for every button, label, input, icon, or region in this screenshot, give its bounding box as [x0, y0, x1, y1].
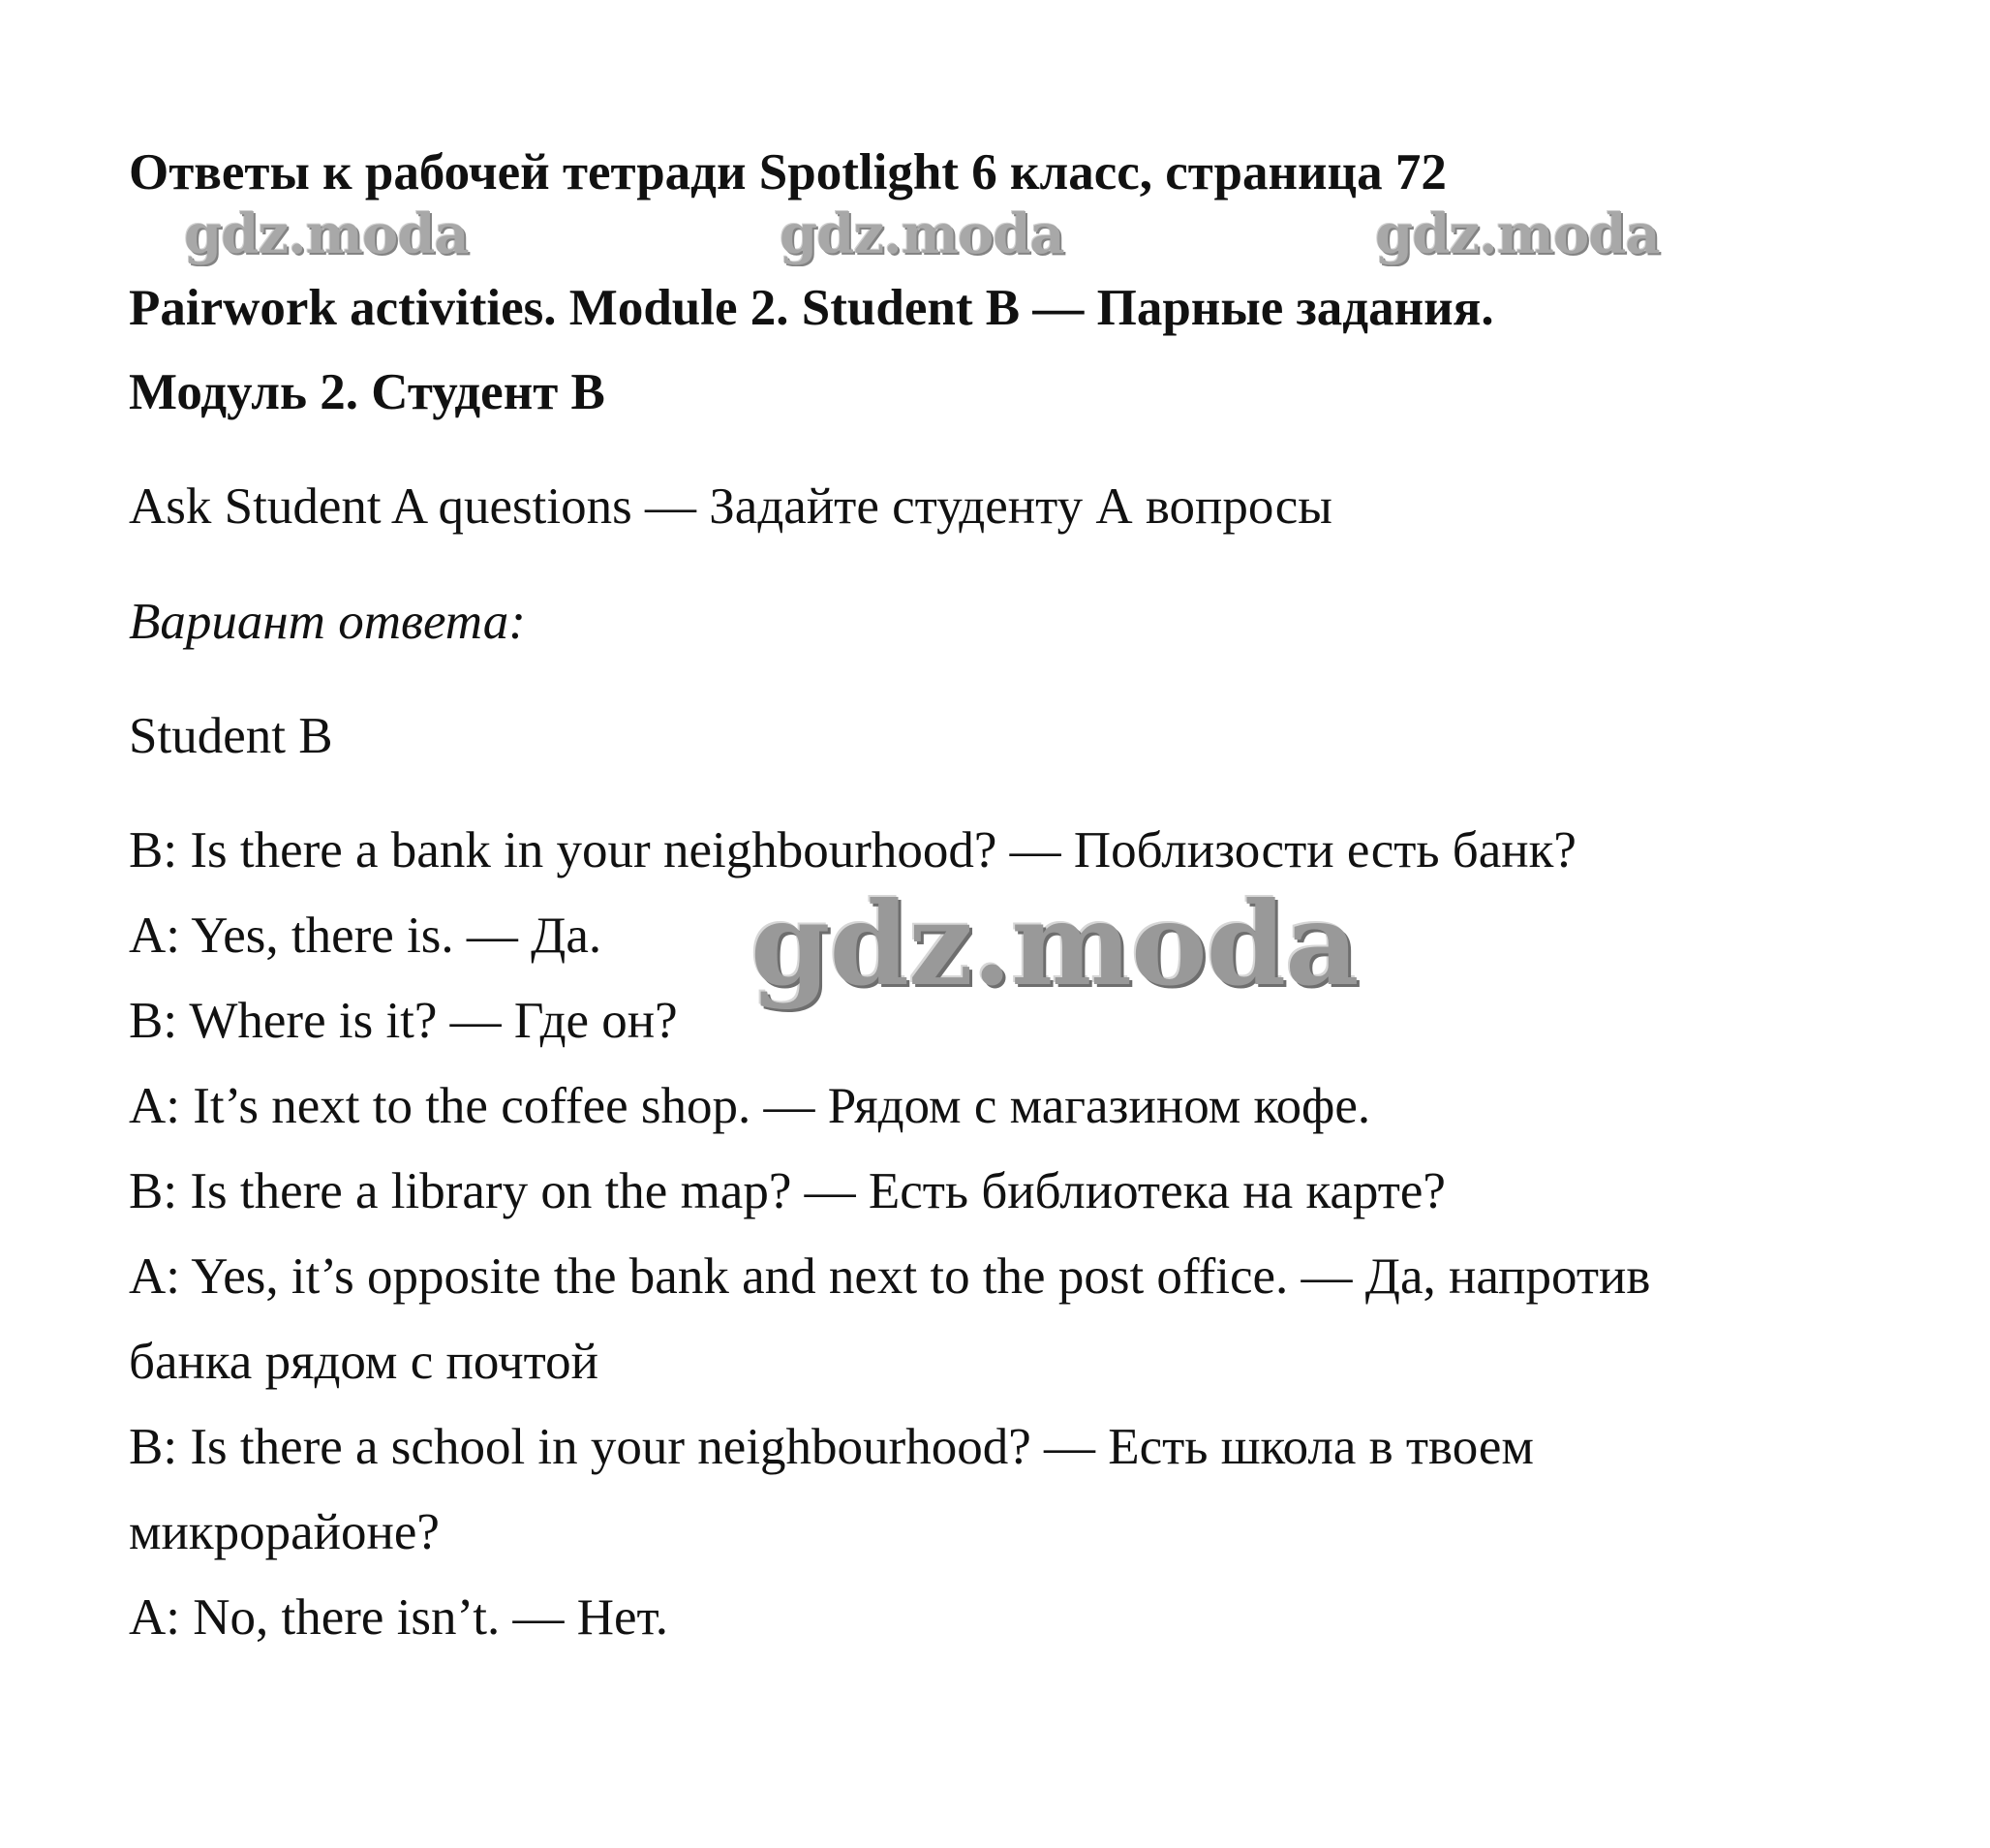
- student-label: Student B: [129, 708, 333, 764]
- section-heading-continued: Модуль 2. Студент B: [129, 364, 605, 420]
- dialogue-line: B: Is there a library on the map? — Есть библиотека на карте?: [129, 1163, 1446, 1219]
- dialogue-line: банка рядом с почтой: [129, 1334, 598, 1390]
- dialogue-line: A: No, there isn’t. — Нет.: [129, 1589, 668, 1646]
- dialogue-line: B: Where is it? — Где он?: [129, 993, 678, 1049]
- watermark-logo: gdz.moda: [780, 202, 1064, 266]
- watermark-logo-large: gdz.moda: [750, 877, 1359, 1011]
- section-heading: Pairwork activities. Module 2. Student B — Парные задания.: [129, 280, 1494, 336]
- dialogue-line: B: Is there a bank in your neighbourhood? — Поблизости есть банк?: [129, 822, 1577, 878]
- dialogue-line: микрорайоне?: [129, 1504, 440, 1560]
- task-instruction: Ask Student A questions — Задайте студенту А вопросы: [129, 478, 1332, 535]
- dialogue-line: A: Yes, it’s opposite the bank and next to the post office. — Да, напротив: [129, 1248, 1651, 1305]
- dialogue-line: A: It’s next to the coffee shop. — Рядом с магазином кофе.: [129, 1078, 1371, 1134]
- answer-variant-label: Вариант ответа:: [129, 594, 526, 650]
- page-title: Ответы к рабочей тетради Spotlight 6 класс, страница 72: [129, 144, 1447, 200]
- dialogue-line: B: Is there a school in your neighbourhood? — Есть школа в твоем: [129, 1419, 1534, 1475]
- dialogue-line: A: Yes, there is. — Да.: [129, 908, 602, 964]
- watermark-logo: gdz.moda: [184, 202, 469, 266]
- watermark-logo: gdz.moda: [1375, 202, 1660, 266]
